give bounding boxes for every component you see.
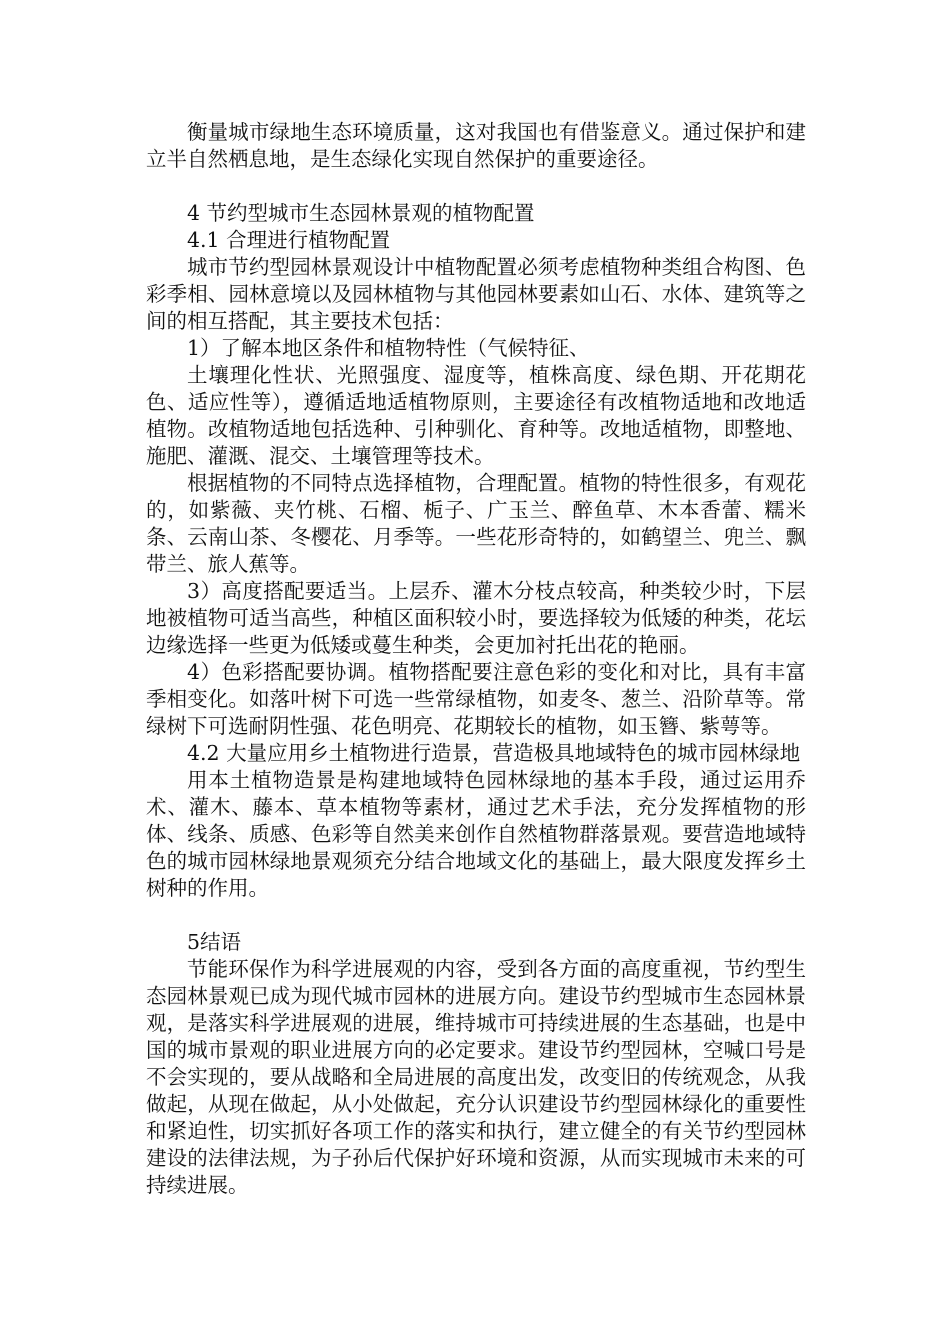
section-gap [146, 902, 806, 929]
paragraph-4-1-f: 4）色彩搭配要协调。植物搭配要注意色彩的变化和对比，具有丰富季相变化。如落叶树下可选一些常绿植物，如麦冬、葱兰、沿阶草等。常绿树下可选耐阴性强、花色明亮、花期较长的植物，如玉簪、紫萼等。 [146, 660, 806, 738]
section-5-heading: 5结语 [187, 930, 242, 954]
section-gap [146, 173, 806, 200]
document-body [146, 119, 806, 1199]
paragraph-4-1-d: 根据植物的不同特点选择植物，合理配置。植物的特性很多，有观花的，如紫薇、夹竹桃、石榴、栀子、广玉兰、醉鱼草、木本香蕾、糯米条、云南山茶、冬樱花、月季等。一些花形奇特的，如鹤望兰、兜兰、飘带兰、旅人蕉等。 [146, 471, 806, 576]
paragraph-4-2-a: 用本土植物造景是构建地域特色园林绿地的基本手段，通过运用乔术、灌木、藤本、草本植物等素材，通过艺术手法，充分发挥植物的形体、线条、质感、色彩等自然美来创作自然植物群落景观。要营造地域特色的城市园林绿地景观须充分结合地域文化的基础上，最大限度发挥乡土树种的作用。 [146, 768, 806, 900]
paragraph-intro: 衡量城市绿地生态环境质量，这对我国也有借鉴意义。通过保护和建立半自然栖息地，是生态绿化实现自然保护的重要途径。 [146, 120, 806, 171]
paragraph-4-1-e: 3）高度搭配要适当。上层乔、灌木分枝点较高，种类较少时，下层地被植物可适当高些，种植区面积较小时，要选择较为低矮的种类，花坛边缘选择一些更为低矮或蔓生种类，会更加衬托出花的艳丽。 [146, 579, 806, 657]
paragraph-4-1-a: 城市节约型园林景观设计中植物配置必须考虑植物种类组合构图、色彩季相、园林意境以及园林植物与其他园林要素如山石、水体、建筑等之间的相互搭配，其主要技术包括： [146, 255, 806, 333]
section-4-2-heading: 4.2 大量应用乡土植物进行造景，营造极具地域特色的城市园林绿地 [187, 741, 801, 765]
section-4-heading: 4 节约型城市生态园林景观的植物配置 [187, 201, 535, 225]
paragraph-5-a: 节能环保作为科学进展观的内容，受到各方面的高度重视，节约型生态园林景观已成为现代城市园林的进展方向。建设节约型城市生态园林景观，是落实科学进展观的进展，维持城市可持续进展的生态基础，也是中国的城市景观的职业进展方向的必定要求。建设节约型园林，空喊口号是不会实现的，要从战略和全局进展的高度出发，改变旧的传统观念，从我做起，从现在做起，从小处做起，充分认识建设节约型园林绿化的重要性和紧迫性，切实抓好各项工作的落实和执行，建立健全的有关节约型园林建设的法律法规，为子孙后代保护好环境和资源，从而实现城市未来的可持续进展。 [146, 957, 806, 1197]
section-4-1-heading: 4.1 合理进行植物配置 [187, 228, 391, 252]
paragraph-4-1-c: 土壤理化性状、光照强度、湿度等，植株高度、绿色期、开花期花色、适应性等），遵循适地适植物原则，主要途径有改植物适地和改地适植物。改植物适地包括选种、引种驯化、育种等。改地适植物，即整地、施肥、灌溉、混交、土壤管理等技术。 [146, 363, 806, 468]
paragraph-4-1-b: 1）了解本地区条件和植物特性（气候特征、 [187, 336, 590, 360]
